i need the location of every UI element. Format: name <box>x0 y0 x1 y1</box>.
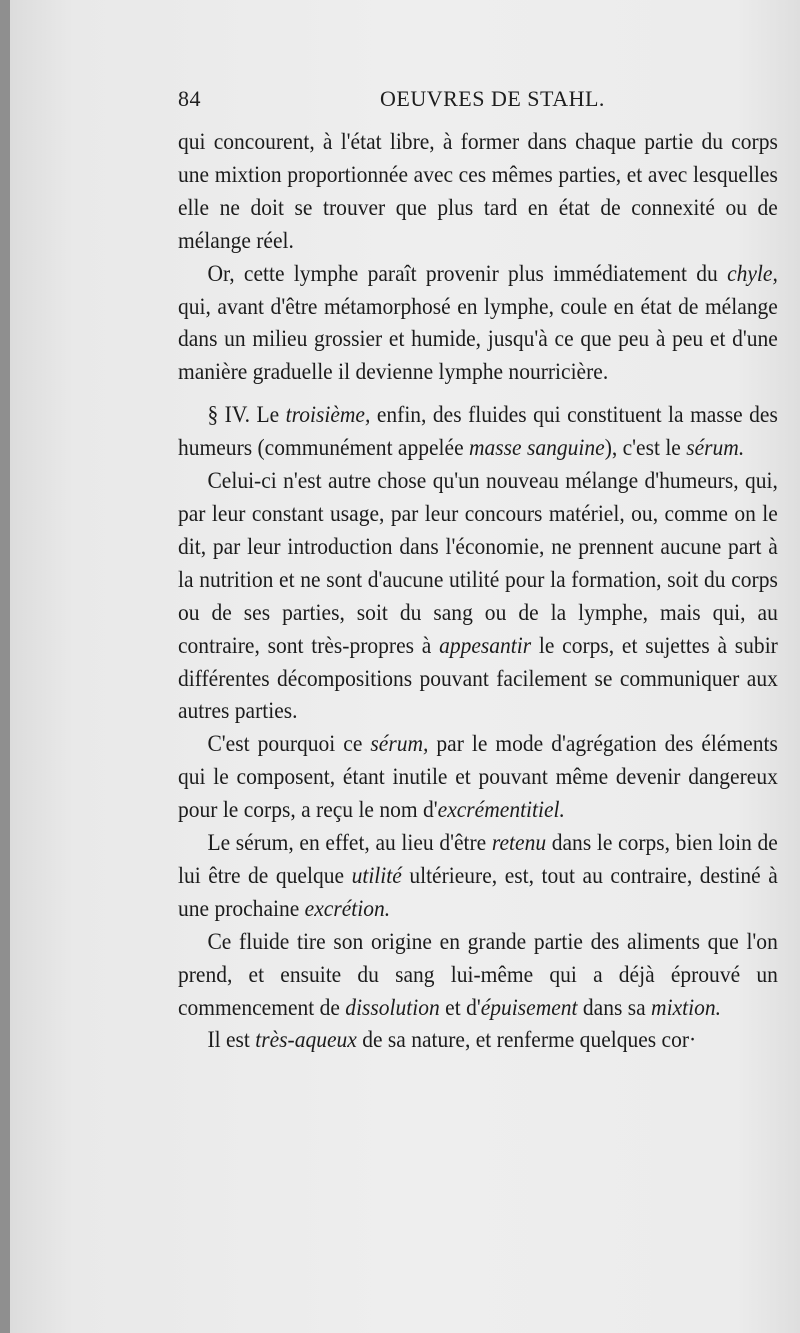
paragraph-2: Or, cette lymphe paraît provenir plus immédiatement du chyle, qui, avant d'être métamorphosé en lymphe, coule en état de mélange dans un milieu grossier et humide, jusqu'à ce que peu à peu et d'une manière graduelle il devienne lymphe nourricière. <box>178 260 778 386</box>
paragraph-8: Il est très-aqueux de sa nature, et renferme quelques cor· <box>207 1027 697 1054</box>
paragraph-4: Celui-ci n'est autre chose qu'un nouveau mélange d'humeurs, qui, par leur constant usage, par leur concours matériel, ou, comme on le dit, par leur introduction dans l'économie, ne prennent aucune part à la nutrition et ne sont d'aucune utilité pour la formation, soit du corps ou de ses parties, soit du sang ou de la lymphe, mais qui, au contraire, sont très-propres à appesantir le corps, et sujettes à subir différentes décompositions pouvant facilement se communiquer aux autres parties. <box>178 468 778 725</box>
page-header <box>178 86 778 116</box>
page-number: 84 <box>178 86 201 111</box>
book-page <box>10 0 800 1333</box>
paragraph-5: C'est pourquoi ce sérum, par le mode d'agrégation des éléments qui le composent, étant inutile et pouvant même devenir dangereux pour le corps, a reçu le nom d'excrémentitiel. <box>178 731 778 824</box>
paragraph-7: Ce fluide tire son origine en grande partie des aliments que l'on prend, et ensuite du sang lui-même qui a déjà éprouvé un commencement de dissolution et d'épuisement dans sa mixtion. <box>178 928 778 1021</box>
paragraph-1: qui concourent, à l'état libre, à former dans chaque partie du corps une mixtion proportionnée avec ces mêmes parties, et avec lesquelles elle ne doit se trouver que plus tard en état de connexité ou de mélange réel. <box>178 129 778 254</box>
paragraph-6: Le sérum, en effet, au lieu d'être retenu dans le corps, bien loin de lui être de quelque utilité ultérieure, est, tout au contraire, destiné à une prochaine excrétion. <box>178 830 778 922</box>
paragraph-3: § IV. Le troisième, enfin, des fluides qui constituent la masse des humeurs (communément appelée masse sanguine), c'est le sérum. <box>178 402 778 462</box>
body-text <box>178 126 778 1057</box>
running-title: OEUVRES DE STAHL. <box>380 86 605 111</box>
